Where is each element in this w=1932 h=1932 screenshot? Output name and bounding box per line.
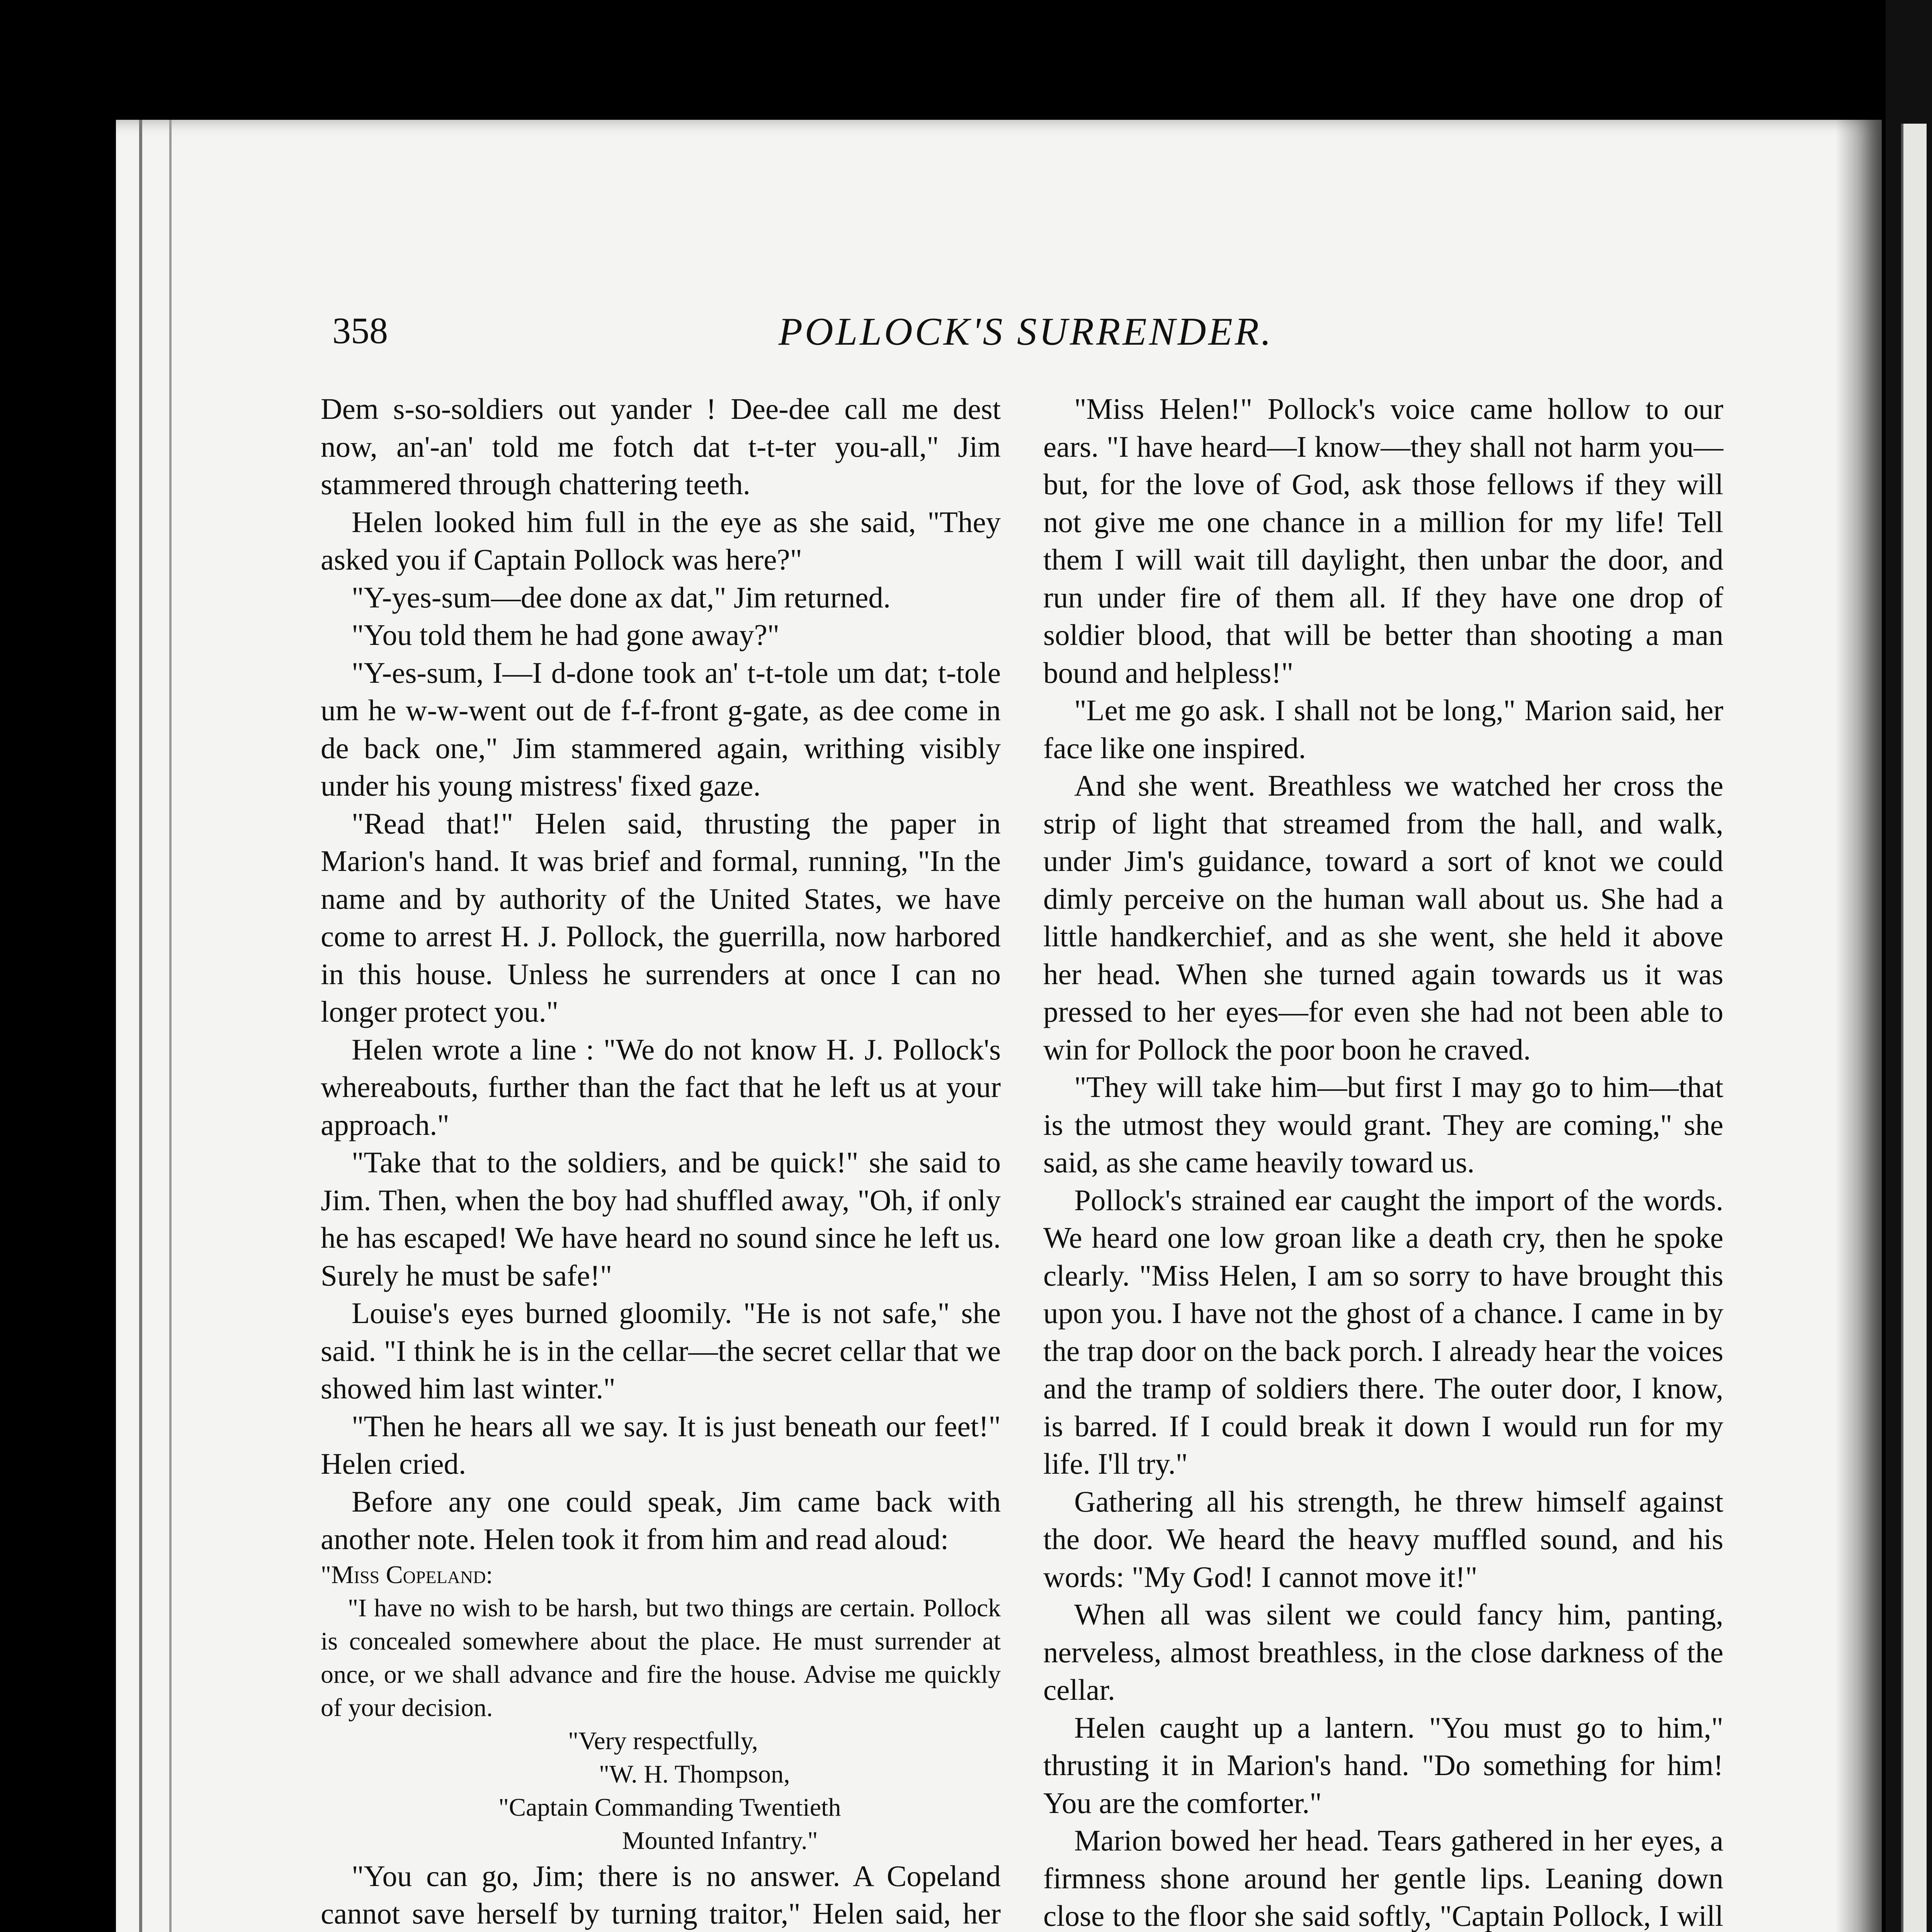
paragraph: "Let me go ask. I shall not be long," Marion said, her face like one inspired. — [1043, 694, 1723, 765]
left-column — [321, 390, 1001, 1932]
letter-salutation: "Miss Copeland: — [321, 1560, 493, 1589]
paragraph: Pollock's strained ear caught the import of the words. We heard one low groan like a death cry, then he spoke clearly. "Miss Helen, I am so sorry to have brought this upon you. I have not the ghost of a chance. I came in by the trap door on the back porch. I already hear the voices and the tramp of soldiers there. The outer door, I know, is barred. If I could break it down I would run for my life. I'll try." — [1043, 1183, 1723, 1480]
letter-body: "I have no wish to be harsh, but two things are certain. Pollock is concealed somewhere about the place. He must surrender at once, or we shall advance and fire the house. Advise me quickly of your decision. — [321, 1594, 1001, 1722]
paragraph: "They will take him—but first I may go to him—that is the utmost they would grant. They are coming," she said, as she came heavily toward us. — [1043, 1070, 1723, 1179]
paragraph: Helen looked him full in the eye as she said, "They asked you if Captain Pollock was here?" — [321, 505, 1001, 576]
page-shadow — [1835, 120, 1882, 1932]
adjacent-sheet — [1901, 124, 1927, 1932]
paragraph: "You can go, Jim; there is no answer. A Copeland cannot save herself by turning traitor," Helen said, her — [321, 1859, 1001, 1930]
letter-closing: "Very respectfully, — [568, 1726, 758, 1755]
quoted-letter — [321, 1558, 1001, 1857]
paragraph: "Y-yes-sum—dee done ax dat," Jim returned. — [352, 580, 891, 614]
running-title: POLLOCK'S SURRENDER. — [778, 310, 1274, 354]
next-page-edge — [1886, 0, 1932, 1932]
paragraph: Before any one could speak, Jim came back with another note. Helen took it from him and read aloud: — [321, 1485, 1001, 1556]
binding-edge — [139, 120, 172, 1932]
page-number: 358 — [332, 310, 388, 351]
paragraph: Marion bowed her head. Tears gathered in her eyes, a firmness shone around her gentle lips. Leaning down close to the floor she said softly, "Captain Pollock, I will — [1043, 1824, 1723, 1932]
paragraph: "You told them he had gone away?" — [352, 618, 780, 651]
paragraph: "Then he hears all we say. It is just beneath our feet!" Helen cried. — [321, 1409, 1001, 1480]
paragraph: When all was silent we could fancy him, panting, nerveless, almost breathless, in the close darkness of the cellar. — [1043, 1598, 1723, 1706]
letter-rank: "Captain Commanding Twentieth — [498, 1793, 841, 1821]
page-header — [332, 309, 1719, 363]
letter-signer: "W. H. Thompson, — [599, 1760, 790, 1788]
paragraph: Helen caught up a lantern. "You must go to him," thrusting it in Marion's hand. "Do something for him! You are the comforter." — [1043, 1711, 1723, 1820]
paragraph: Gathering all his strength, he threw himself against the door. We heard the heavy muffled sound, and his words: "My God! I cannot move it!" — [1043, 1485, 1723, 1594]
paragraph: "Take that to the soldiers, and be quick!" she said to Jim. Then, when the boy had shuffled away, "Oh, if only he has escaped! We have heard no sound since he left us. Surely he must be safe!" — [321, 1146, 1001, 1292]
paragraph: "Miss Helen!" Pollock's voice came hollow to our ears. "I have heard—I know—they shall not harm you—but, for the love of God, ask those fellows if they will not give me one chance in a million for my life! Tell them I will wait till daylight, then unbar the door, and run under fire of them all. If they have one drop of soldier blood, that will be better than shooting a man bound and helpless!" — [1043, 392, 1723, 689]
paragraph: "Y-es-sum, I—I d-done took an' t-t-tole um dat; t-tole um he w-w-went out de f-f-front g-gate, as dee come in de back one," Jim stammered again, writhing visibly under his young mistress' fixed gaze. — [321, 656, 1001, 802]
right-column — [1043, 390, 1723, 1932]
paragraph: Louise's eyes burned gloomily. "He is not safe," she said. "I think he is in the cellar—the secret cellar that we showed him last winter." — [321, 1296, 1001, 1405]
paragraph: And she went. Breathless we watched her cross the strip of light that streamed from the hall, and walk, under Jim's guidance, toward a sort of knot we could dimly perceive on the human wall about us. She had a little handkerchief, and as she went, she held it above her head. When she turned again towards us it was pressed to her eyes—for even she had not been able to win for Pollock the poor boon he craved. — [1043, 769, 1723, 1066]
paragraph: Helen wrote a line : "We do not know H. J. Pollock's whereabouts, further than the fact that he left us at your approach." — [321, 1032, 1001, 1141]
paragraph: Dem s-so-soldiers out yander ! Dee-dee call me dest now, an'-an' told me fotch dat t-t-ter you-all," Jim stammered through chattering teeth. — [321, 392, 1001, 501]
paragraph: "Read that!" Helen said, thrusting the paper in Marion's hand. It was brief and formal, running, "In the name and by authority of the United States, we have come to arrest H. J. Pollock, the guerrilla, now harbored in this house. Unless he surrenders at once I can no longer protect you." — [321, 806, 1001, 1028]
letter-rank-cont: Mounted Infantry." — [622, 1826, 818, 1855]
